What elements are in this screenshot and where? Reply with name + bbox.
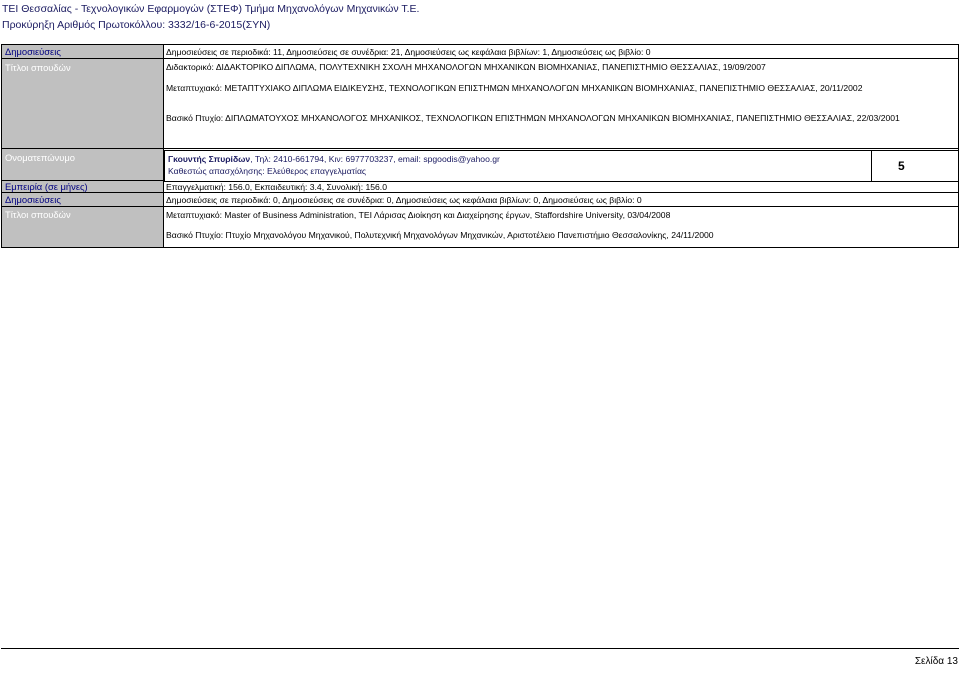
publications-value: Δημοσιεύσεις σε περιοδικά: 11, Δημοσιεύσεις σε συνέδρια: 21, Δημοσιεύσεις ως κεφάλαια βιβλίων: 1, Δημοσιεύσεις ως βιβλίο: 0 <box>166 47 651 57</box>
applicant-box <box>164 150 959 182</box>
bachelor-value-2: Βασικό Πτυχίο: Πτυχίο Μηχανολόγου Μηχανικού, Πολυτεχνική Μηχανολόγων Μηχανικών, Αριστοτέλειο Πανεπιστήμιο Θεσσαλονίκης, 24/11/2000 <box>166 230 714 240</box>
institution-title: ΤΕΙ Θεσσαλίας - Τεχνολογικών Εφαρμογών (ΣΤΕΦ) Τμήμα Μηχανολόγων Μηχανικών Τ.Ε. <box>2 3 420 15</box>
page-number: Σελίδα 13 <box>914 656 958 667</box>
label-publications: Δημοσιεύσεις <box>2 45 163 59</box>
label-degrees-2: Τίτλοι σπουδών <box>2 207 163 247</box>
page-header <box>0 0 960 38</box>
applicant-contact: , Τηλ: 2410-661794, Κιν: 6977703237, email: spgoodis@yahoo.gr <box>250 154 500 164</box>
label-experience: Εμπειρία (σε μήνες) <box>2 181 163 193</box>
label-fullname: Ονοματεπώνυμο <box>2 149 163 181</box>
applicant-name-line <box>168 154 500 164</box>
row-divider <box>2 192 958 193</box>
protocol-number: Προκύρηξη Αριθμός Πρωτοκόλλου: 3332/16-6-2015(ΣΥΝ) <box>2 19 271 31</box>
applicant-number: 5 <box>898 159 905 173</box>
employment-status: Καθεστώς απασχόλησης: Ελεύθερος επαγγελματίας <box>168 166 367 176</box>
box-divider <box>871 151 872 181</box>
footer-divider <box>1 648 959 649</box>
applicants-table <box>1 44 959 248</box>
row-divider <box>2 180 163 181</box>
column-divider <box>163 45 164 247</box>
doctorate-value: Διδακτορικό: ΔΙΔΑΚΤΟΡΙΚΟ ΔΙΠΛΩΜΑ, ΠΟΛΥΤΕΧΝΙΚΗ ΣΧΟΛΗ ΜΗΧΑΝΟΛΟΓΩΝ ΜΗΧΑΝΙΚΩΝ ΒΙΟΜΗΧΑΝΙΑΣ, ΠΑΝΕΠΙΣΤΗΜΙΟ ΘΕΣΣΑΛΙΑΣ, 19/09/2007 <box>166 62 766 72</box>
masters-value: Μεταπτυχιακό: ΜΕΤΑΠΤΥΧΙΑΚΟ ΔΙΠΛΩΜΑ ΕΙΔΙΚΕΥΣΗΣ, ΤΕΧΝΟΛΟΓΙΚΩΝ ΕΠΙΣΤΗΜΩΝ ΜΗΧΑΝΟΛΟΓΩΝ ΜΗΧΑΝΙΚΩΝ ΒΙΟΜΗΧΑΝΙΑΣ, ΠΑΝΕΠΙΣΤΗΜΙΟ ΘΕΣΣΑΛΙΑΣ, 20/11/2002 <box>166 83 863 93</box>
applicant-name: Γκουντής Σπυρίδων <box>168 154 251 164</box>
bachelor-value: Βασικό Πτυχίο: ΔΙΠΛΩΜΑΤΟΥΧΟΣ ΜΗΧΑΝΟΛΟΓΟΣ ΜΗΧΑΝΙΚΟΣ, ΤΕΧΝΟΛΟΓΙΚΩΝ ΕΠΙΣΤΗΜΩΝ ΜΗΧΑΝΟΛΟΓΩΝ ΜΗΧΑΝΙΚΩΝ ΒΙΟΜΗΧΑΝΙΑΣ, ΠΑΝΕΠΙΣΤΗΜΙΟ ΘΕΣΣΑΛΙΑΣ, 22/03/2001 <box>166 113 900 123</box>
label-publications-2: Δημοσιεύσεις <box>2 193 163 207</box>
experience-value: Επαγγελματική: 156.0, Εκπαιδευτική: 3.4, Συνολική: 156.0 <box>166 182 387 192</box>
publications-value-2: Δημοσιεύσεις σε περιοδικά: 0, Δημοσιεύσεις σε συνέδρια: 0, Δημοσιεύσεις ως κεφάλαια βιβλίων: 0, Δημοσιεύσεις ως βιβλίο: 0 <box>166 195 642 205</box>
masters-value-2: Μεταπτυχιακό: Master of Business Administration, ΤΕΙ Λάρισας Διοίκηση και Διαχείρησης έργων, Staffordshire University, 03/04/2008 <box>166 210 671 220</box>
row-divider <box>2 148 958 149</box>
label-degrees: Τίτλοι σπουδών <box>2 59 163 149</box>
